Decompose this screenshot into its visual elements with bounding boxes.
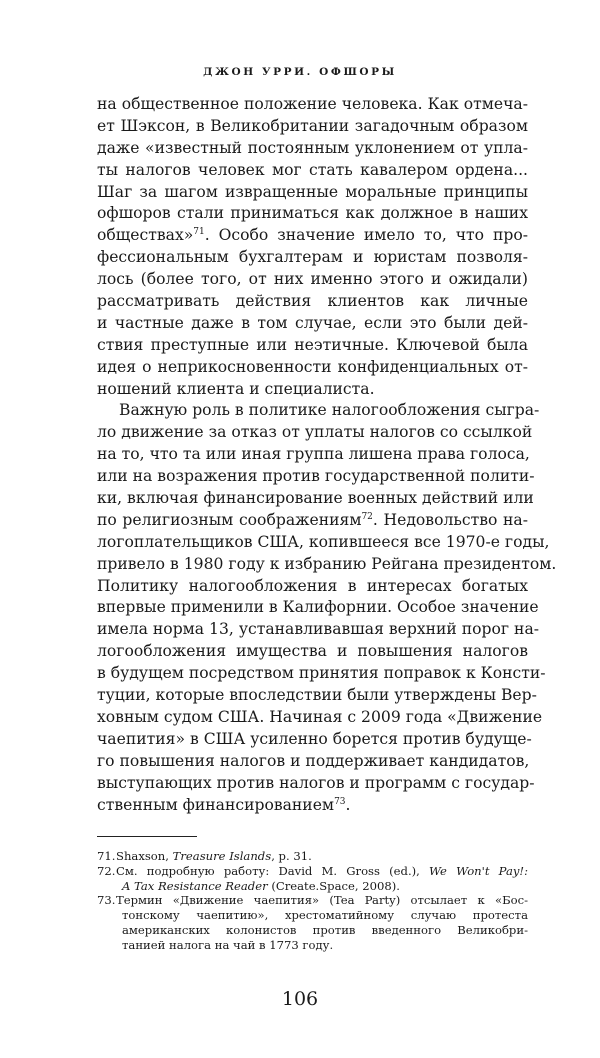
book-title: A Tax Resistance Reader [122, 878, 268, 893]
line-text: впервые применили в Калифорнии. Особое значение [97, 598, 539, 617]
line-text: фессиональным бухгалтерам и юристам позволя- [97, 248, 528, 267]
line-text: ки, включая финансирование военных действий или [97, 489, 534, 508]
line-text: го повышения налогов и поддерживает кандидатов, [97, 751, 530, 770]
line-text: идея о неприкосновенности конфиденциальных от- [97, 357, 528, 376]
footnote-line [97, 908, 528, 923]
text-line [97, 795, 528, 817]
line-text: на то, что та или иная группа лишена права голоса, [97, 445, 530, 464]
footnote-divider [97, 836, 197, 837]
line-text: ты налогов человек мог стать кавалером ордена... [97, 160, 528, 179]
line-text: рассматривать действия клиентов как личные [97, 292, 528, 311]
line-text: . Недовольство на- [372, 510, 528, 529]
footnote [97, 864, 528, 894]
book-title: Treasure Islands [172, 849, 272, 863]
text-line [97, 400, 540, 422]
line-text: Шаг за шагом извращенные моральные принципы [97, 182, 528, 201]
line-text: выступающих против налогов и программ с государ- [97, 773, 535, 792]
text-line [97, 619, 540, 641]
footnote-number: 72. [97, 863, 116, 878]
footnote-text: (Create.Space, 2008). [267, 878, 400, 893]
footnote-text: Shaxson, [116, 849, 173, 863]
page-number: 106 [281, 988, 319, 1010]
text-line [97, 182, 528, 204]
line-text: в будущем посредством принятия поправок к Консти- [97, 664, 546, 683]
line-text: ховным судом США. Начиная с 2009 года «Движение [97, 707, 543, 726]
text-line [97, 247, 528, 269]
footnote-line [97, 879, 528, 894]
footnote-number: 71. [97, 849, 116, 863]
text-line [97, 641, 528, 663]
footnote-ref: 72 [361, 511, 373, 522]
line-text: и частные даже в том случае, если это были дей- [97, 313, 528, 332]
footnote-text: Термин «Движение чаепития» (Tea Party) отсылает к «Бос- [116, 893, 528, 908]
line-text: на общественное положение человека. Как отмеча- [97, 95, 528, 113]
text-line [97, 729, 532, 751]
line-text: ственным финансированием [97, 795, 335, 814]
footnote-ref: 71 [193, 227, 205, 238]
line-text: Политику налогообложения в интересах богатых [97, 576, 528, 595]
footnote [97, 849, 528, 864]
text-line [97, 685, 537, 707]
text-line [97, 510, 528, 532]
line-text: . [345, 795, 351, 814]
text-line [97, 225, 528, 247]
footnote [97, 893, 528, 952]
line-text: имела норма 13, устанавливавшая верхний порог на- [97, 620, 540, 639]
line-text: обществах» [97, 226, 194, 245]
text-line [97, 576, 528, 598]
main-text [97, 94, 557, 816]
footnote-ref: 73 [334, 796, 346, 807]
running-header: ДЖОН УРРИ. ОФШОРЫ [203, 66, 397, 78]
text-line [97, 773, 535, 795]
text-line [97, 335, 528, 357]
line-text: ношений клиента и специалиста. [97, 379, 375, 398]
text-line [97, 116, 528, 138]
line-text: офшоров стали приниматься как должное в наших [97, 204, 528, 223]
text-line [97, 532, 550, 554]
footnote-text: танией налога на чай в 1773 году. [122, 937, 334, 952]
line-text: или на возражения против государственной полити- [97, 467, 535, 486]
footnote-number: 73. [97, 893, 116, 908]
line-text: логоплательщиков США, копившееся все 1970-е годы, [97, 532, 550, 551]
line-text: чаепития» в США усиленно борется против будуще- [97, 729, 532, 748]
footnote-line [97, 893, 528, 908]
text-line [97, 160, 528, 182]
text-line [97, 554, 557, 576]
line-text: привело в 1980 году к избранию Рейгана президентом. [97, 554, 557, 573]
text-line [97, 313, 528, 335]
footnote-line [97, 864, 528, 879]
line-text: даже «известный постоянным уклонением от упла- [97, 138, 528, 157]
line-text: лось (более того, от них именно этого и ожидали) [97, 270, 528, 289]
line-text: . Особо значение имело то, что про- [204, 226, 528, 245]
text-line [97, 597, 539, 619]
text-line [97, 203, 528, 225]
text-line [97, 707, 543, 729]
line-text: Важную роль в политике налогообложения сыгра- [119, 401, 540, 420]
line-text: ет Шэксон, в Великобритании загадочным образом [97, 116, 528, 135]
line-text: туции, которые впоследствии были утверждены Вер- [97, 686, 537, 705]
line-text: ло движение за отказ от уплаты налогов со ссылкой [97, 423, 533, 442]
text-line [97, 663, 546, 685]
book-title: We Won't Pay!: [429, 863, 528, 878]
text-line [97, 291, 528, 313]
text-line [97, 422, 533, 444]
footnote-line [97, 923, 528, 938]
footnote-text: , p. 31. [271, 849, 312, 863]
footnote-text: американских колонистов против введенного Великобри- [122, 922, 528, 937]
text-line [97, 466, 535, 488]
text-line [97, 269, 528, 291]
text-line [97, 751, 528, 773]
text-line [97, 357, 528, 379]
footnote-line [97, 849, 528, 864]
footnote-line [97, 938, 528, 953]
line-text: по религиозным соображениям [97, 510, 362, 529]
text-line [97, 379, 528, 401]
text-line [97, 488, 534, 510]
text-line [97, 94, 528, 116]
footnotes [97, 849, 528, 953]
text-line [97, 444, 528, 466]
footnote-text: См. подробную работу: David M. Gross (ed.), [116, 863, 430, 878]
line-text: логообложения имущества и повышения налогов [97, 642, 528, 661]
text-line [97, 138, 528, 160]
footnote-text: тонскому чаепитию», хрестоматийному случаю протеста [122, 908, 528, 923]
line-text: ствия преступные или неэтичные. Ключевой была [97, 335, 528, 354]
